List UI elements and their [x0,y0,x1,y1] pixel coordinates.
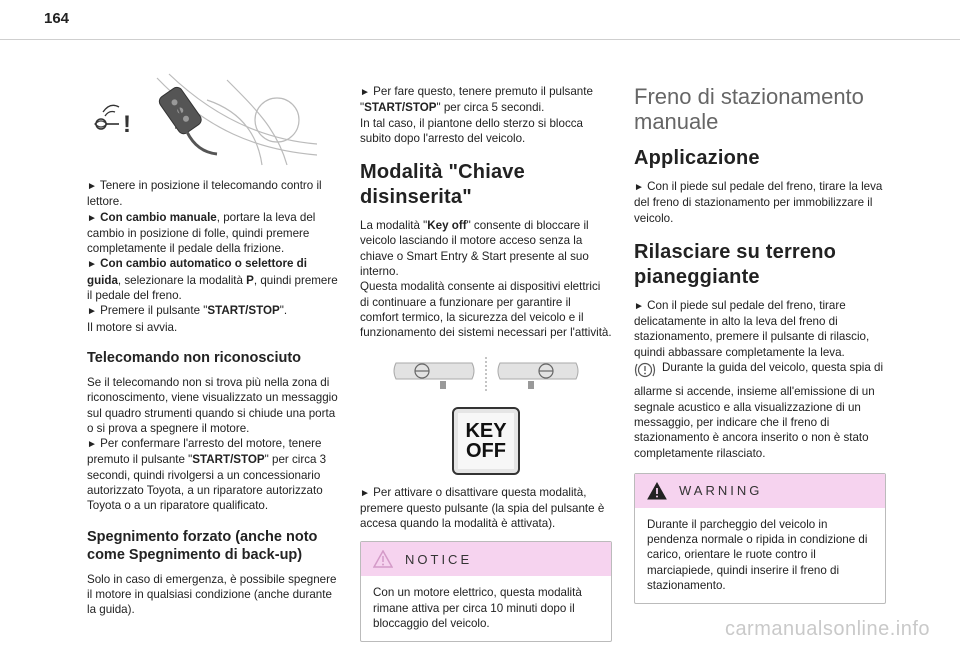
warning-light-paragraph: Durante la guida del veicolo, questa spia di allarme si accende, insieme all'emissione di un segnale acustico e alla visualizzazione di un messaggio, per indicare che il freno di stazionamento è ancora inserito o non è stato completamente rilasciato. [634,361,884,460]
step-4: ► Premere il pulsante "START/STOP". [87,304,288,318]
spegnimento-paragraph: Solo in caso di emergenza, è possibile spegnere il motore in qualsiasi condizione (anche durante la guida). [87,572,337,617]
notice-box [360,541,612,642]
key-icon [96,105,119,129]
start-stop-step: ► Per fare questo, tenere premuto il pulsante "START/STOP" per circa 5 secondi. [360,85,593,115]
heading-telecomando: Telecomando non riconosciuto [87,349,302,366]
watermark: carmanualsonline.info [724,618,930,640]
heading-chiave-disinserita: Modalità "Chiave disinserita" [360,161,525,209]
steering-lock-text: In tal caso, il piantone dello sterzo si blocca subito dopo l'arresto del veicolo. [360,116,583,145]
svg-text:!: ! [123,111,131,138]
notice-label: NOTICE [405,551,473,567]
parking-brake-warning-icon [634,360,656,384]
rilasciare-step: ► Con il piede sul pedale del freno, tirare delicatamente in alto la leva del freno di stazionamento, premere il pulsante di rilascio, quindi abbassare completamente la leva. [634,298,870,359]
engine-starts-text: Il motore si avvia. [87,320,178,334]
page-number: 164 [44,10,70,27]
heading-spegnimento: Spegnimento forzato (anche noto come Spegnimento di back-up) [87,528,318,563]
step-3: ► Con cambio automatico o selettore di guida, selezionare la modalità P, quindi premere il pedale del freno. [87,257,338,303]
telecomando-paragraph: Se il telecomando non si trova più nella zona di riconoscimento, viene visualizzato un messaggio sul quadro strumenti quando si chiude una porta o si prova a spegnere il motore. [87,375,338,435]
warning-label: WARNING [679,483,763,499]
key-off-label-line-1: KEY [465,419,507,442]
notice-triangle-icon [373,550,393,568]
heading-rilasciare: Rilasciare su terreno pianeggiante [634,240,837,288]
section-title: Freno di stazionamento manuale [634,84,864,134]
warning-header [635,474,885,508]
warning-box [634,473,886,604]
column-3 [634,84,886,604]
notice-header [361,542,611,576]
warning-triangle-icon [647,482,667,500]
telecomando-step: ► Per confermare l'arresto del motore, tenere premuto il pulsante "START/STOP" per circa 3 secondi, quindi rivolgersi a un concessionario autorizzato Toyota, a un riparatore autorizzato Toyota o a un riparatore qualificato. [87,437,327,513]
warning-text: Durante il parcheggio del veicolo in pendenza normale o ripida in condizione di carico, orientare le ruote contro il marciapiede, quindi inserire il freno di stazionamento. [647,517,868,593]
activate-step: ► Per attivare o disattivare questa modalità, premere questo pulsante (la spia del pulsante è accesa quando la modalità è attivata). [360,485,605,531]
key-off-button-illustration [452,407,520,475]
notice-text: Con un motore elettrico, questa modalità rimane attiva per circa 10 minuti dopo il bloccaggio del veicolo. [373,586,582,631]
key-off-paragraph-2: Questa modalità consente ai dispositivi elettrici di continuare a funzionare per garantire il comfort termico, la sicurezza del veicolo e il funzionamento dei sistemi necessari per l'attività. [360,280,612,340]
heading-applicazione: Applicazione [634,147,760,169]
header-divider [0,39,960,40]
step-2: ► Con cambio manuale, portare la leva del cambio in posizione di folle, quindi premere completamente il pedale della frizione. [87,210,316,256]
key-off-paragraph-1: La modalità "Key off" consente di bloccare il veicolo lasciando il motore acceso senza la chiave o Smart Entry & Start presente al suo interno. [360,219,589,279]
column-2 [360,84,612,642]
column-1 [87,70,339,618]
key-off-label-line-2: OFF [466,439,506,462]
applicazione-step: ► Con il piede sul pedale del freno, tirare la leva del freno di stazionamento per immobilizzare il veicolo. [634,180,883,225]
remote-reader-illustration [87,70,339,170]
step-1: ► Tenere in posizione il telecomando contro il lettore. [87,179,322,209]
dashboard-illustration [360,355,612,393]
